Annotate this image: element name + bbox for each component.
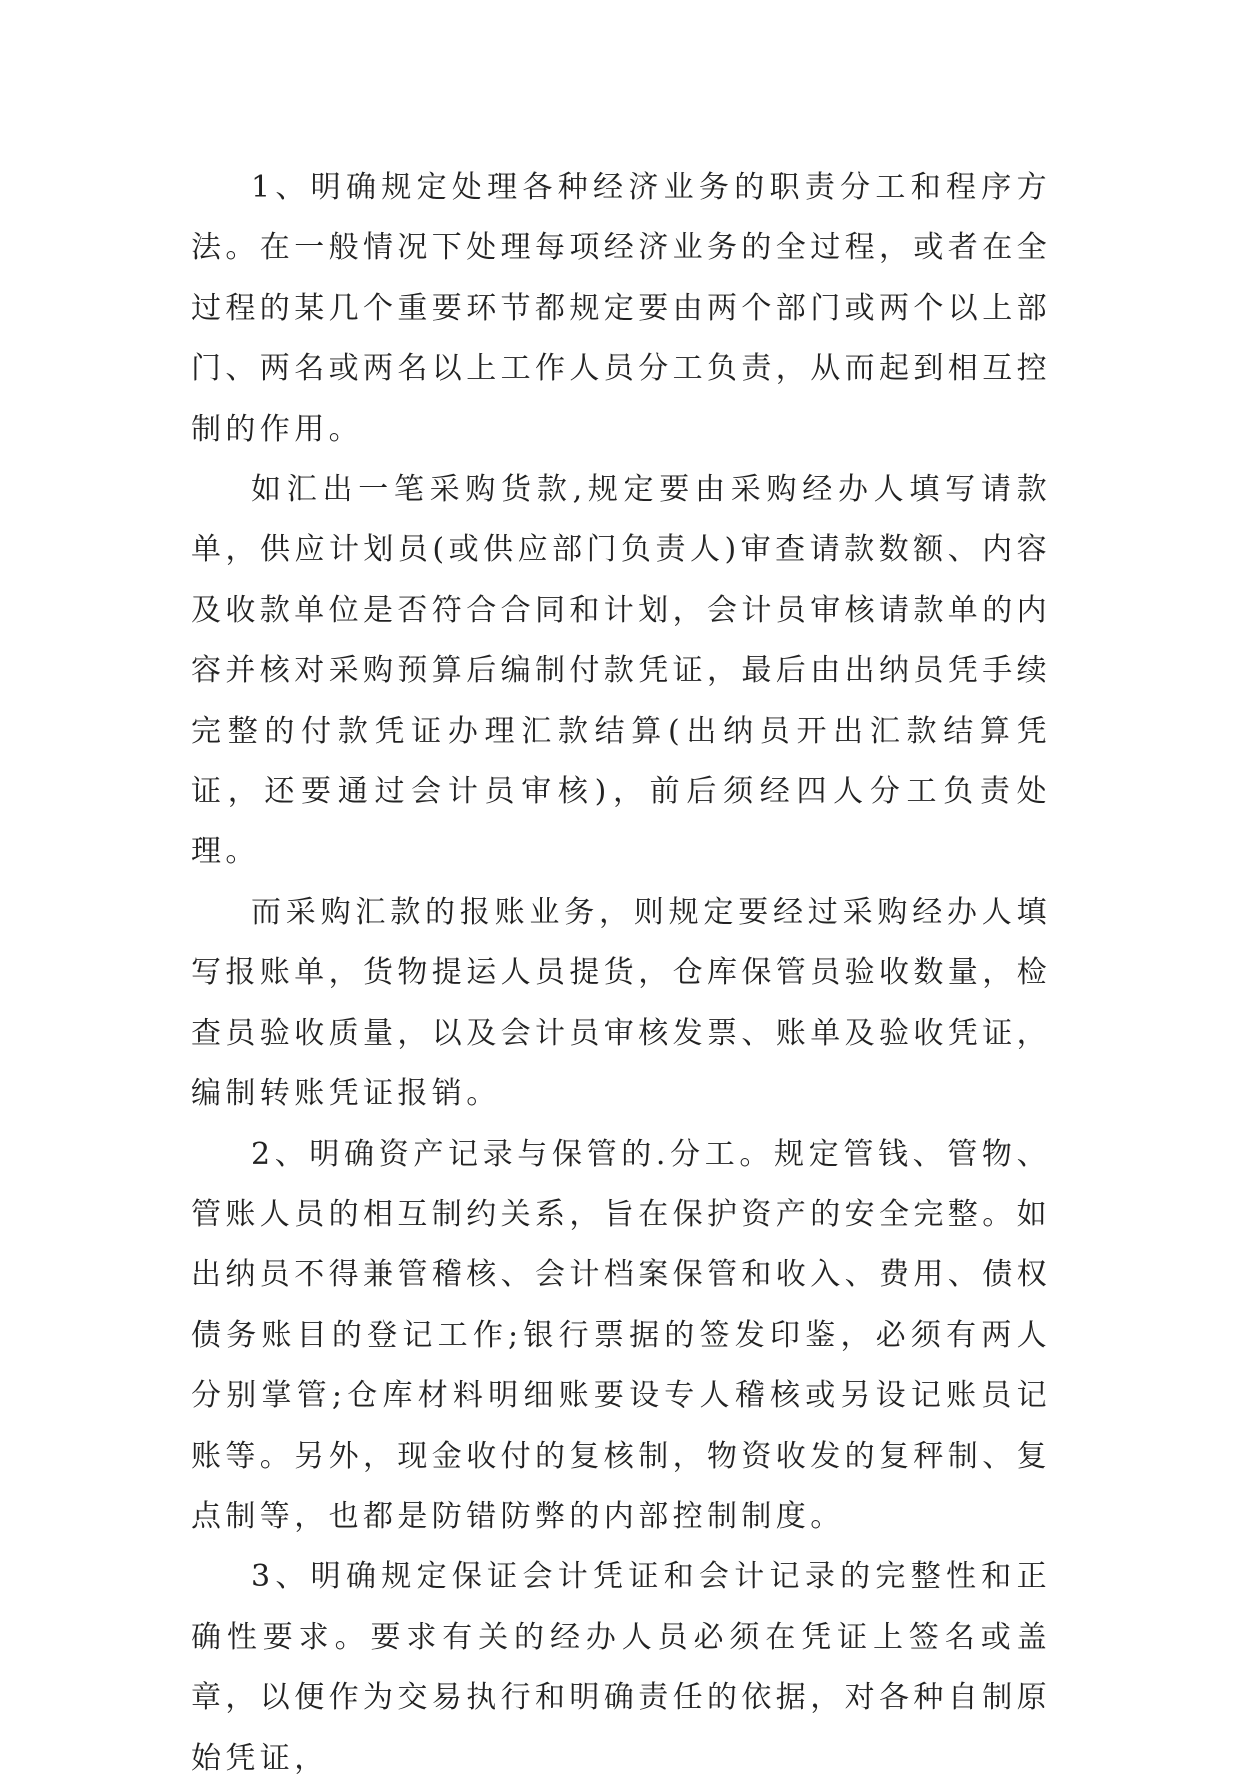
paragraph-5: 3、明确规定保证会计凭证和会计记录的完整性和正确性要求。要求有关的经办人员必须在凭证上签名或盖章，以便作为交易执行和明确责任的依据，对各种自制原始凭证， xyxy=(191,1559,1051,1776)
paragraph-1: 1、明确规定处理各种经济业务的职责分工和程序方法。在一般情况下处理每项经济业务的全过程，或者在全过程的某几个重要环节都规定要由两个部门或两个以上部门、两名或两名以上工作人员分工负责，从而起到相互控制的作用。 xyxy=(191,170,1051,447)
paragraph-3: 而采购汇款的报账业务，则规定要经过采购经办人填写报账单，货物提运人员提货，仓库保管员验收数量，检查员验收质量，以及会计员审核发票、账单及验收凭证，编制转账凭证报销。 xyxy=(191,894,1051,1112)
document-body xyxy=(191,158,1051,1789)
paragraph-4: 2、明确资产记录与保管的.分工。规定管钱、管物、管账人员的相互制约关系，旨在保护资产的安全完整。如出纳员不得兼管稽核、会计档案保管和收入、费用、债权债务账目的登记工作;银行票据的签发印鉴，必须有两人分别掌管;仓库材料明细账要设专人稽核或另设记账员记账等。另外，现金收付的复核制，物资收发的复秤制、复点制等，也都是防错防弊的内部控制制度。 xyxy=(191,1136,1051,1534)
paragraph-2: 如汇出一笔采购货款,规定要由采购经办人填写请款单，供应计划员(或供应部门负责人)审查请款数额、内容及收款单位是否符合合同和计划，会计员审核请款单的内容并核对采购预算后编制付款凭证，最后由出纳员凭手续完整的付款凭证办理汇款结算(出纳员开出汇款结算凭证，还要通过会计员审核)，前后须经四人分工负责处理。 xyxy=(191,472,1051,870)
